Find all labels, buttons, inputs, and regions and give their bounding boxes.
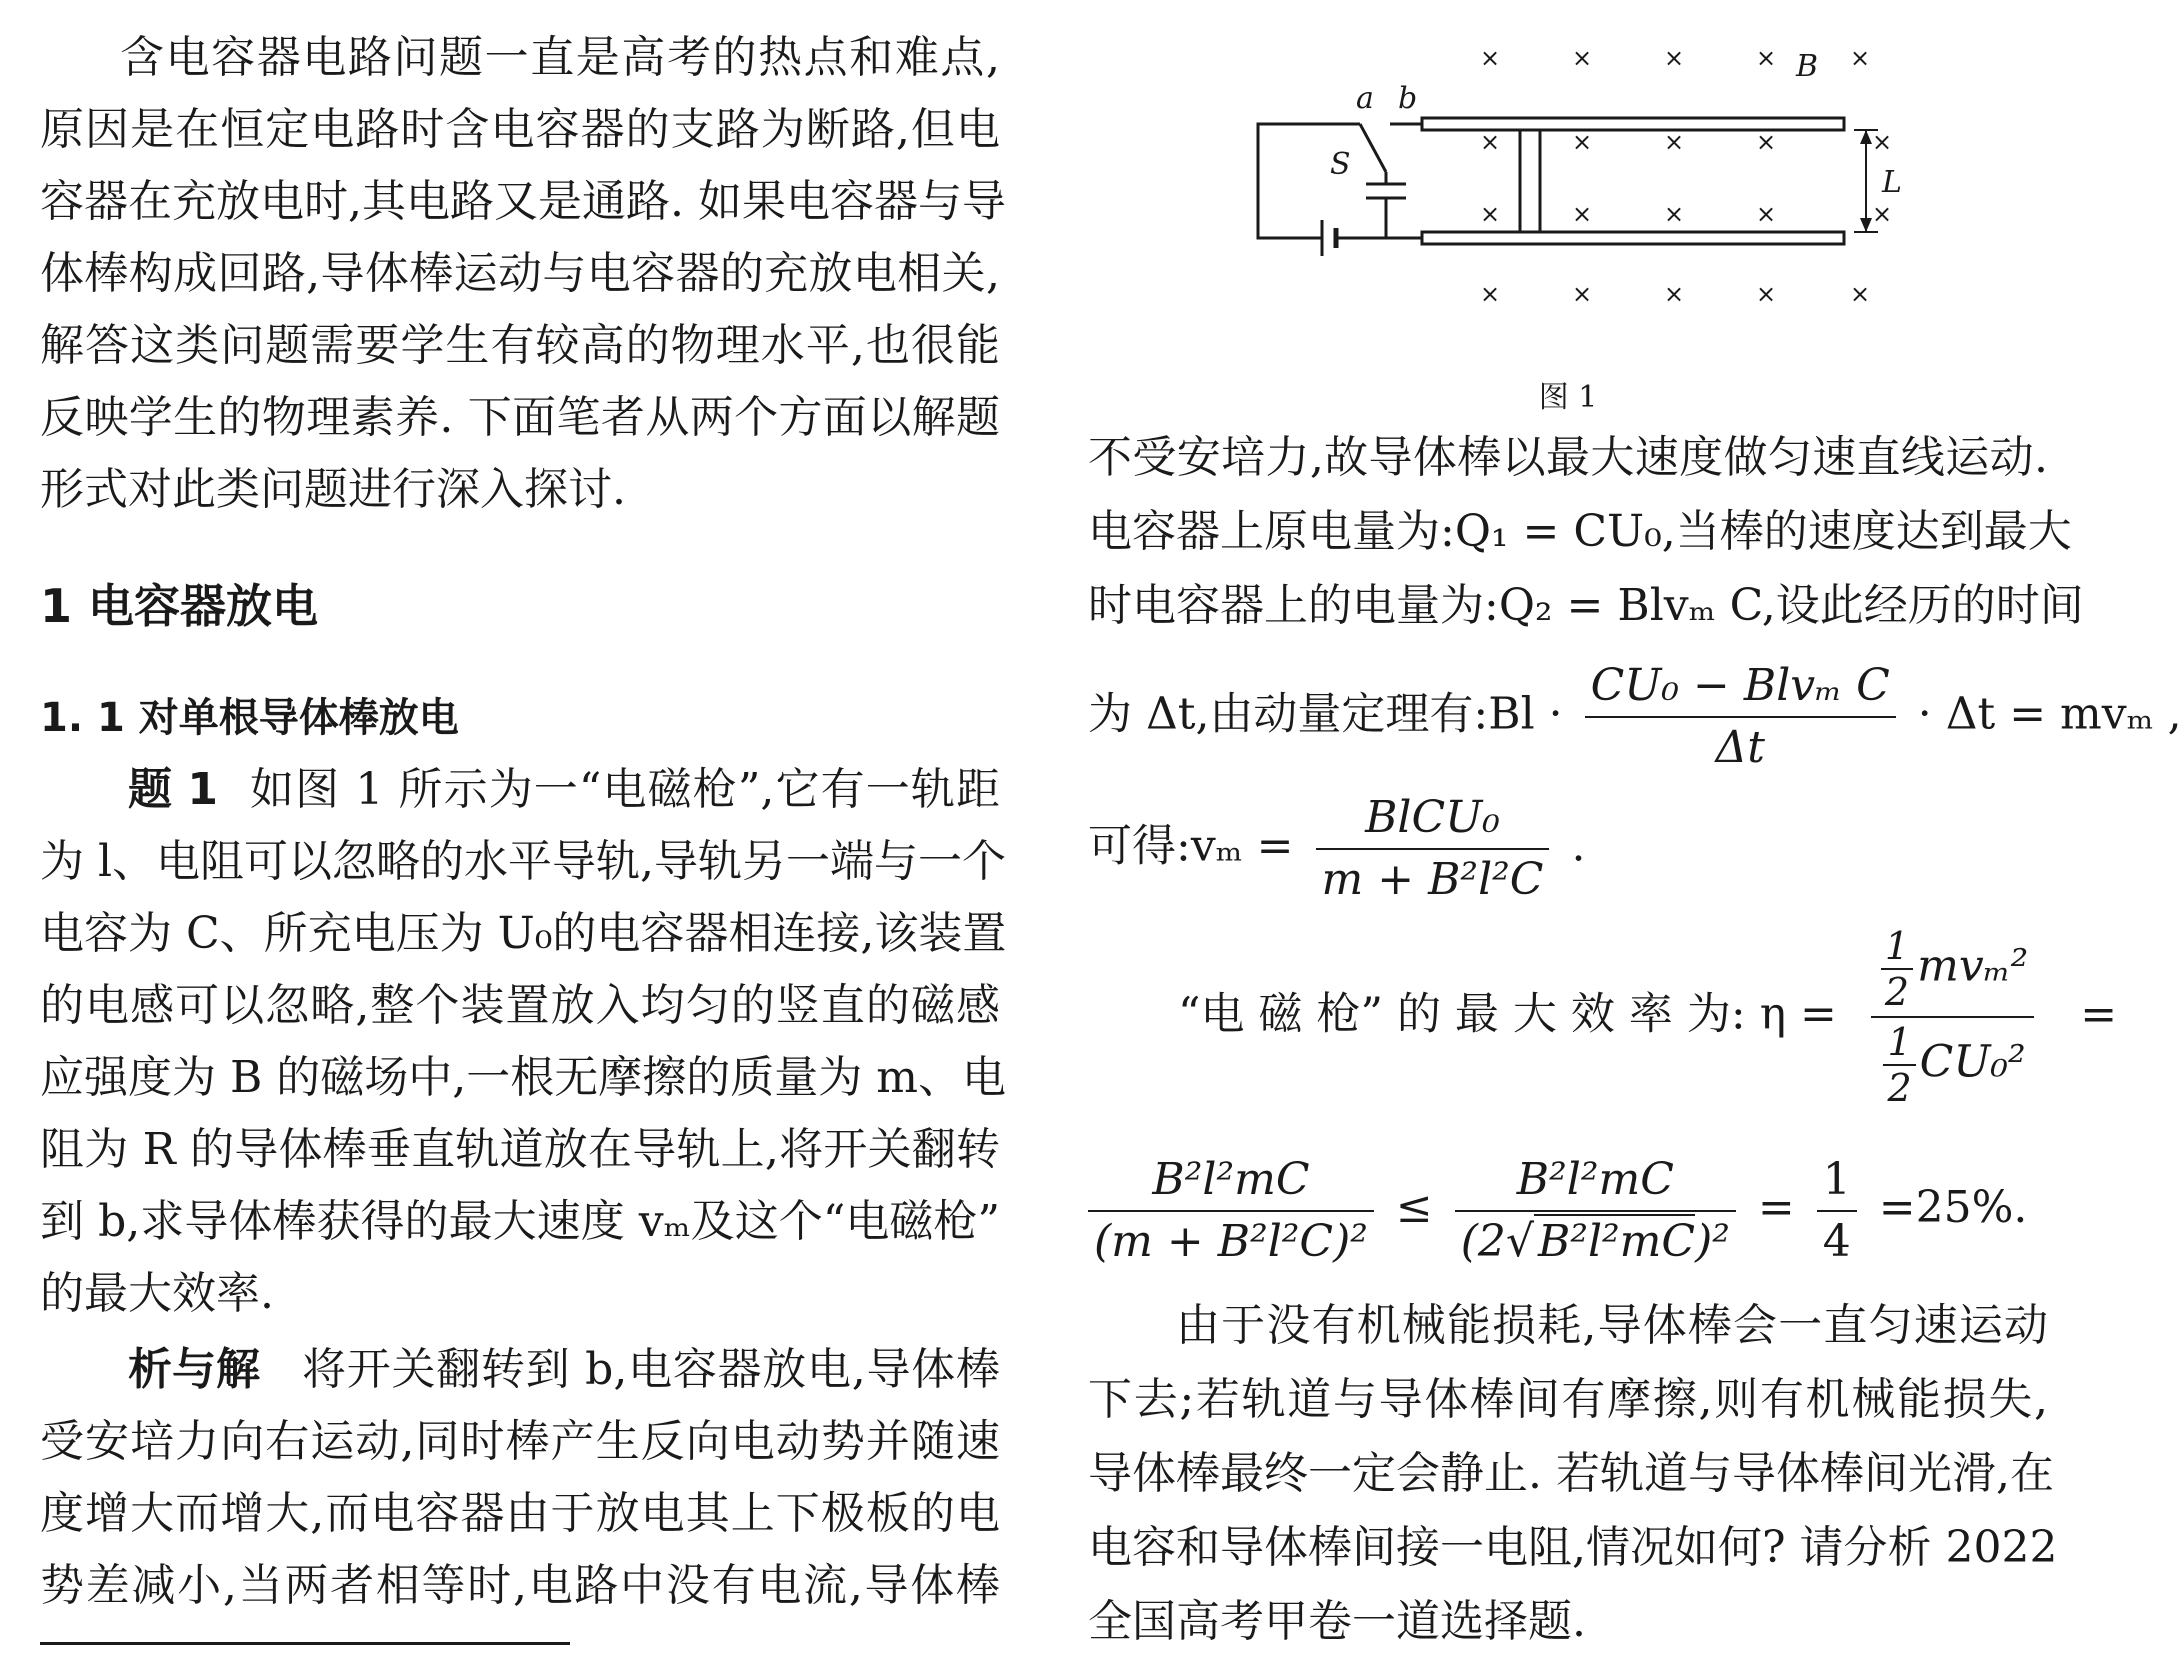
conductor-bar (1520, 130, 1540, 232)
question-number: 题 1 (128, 764, 218, 815)
label-a: a (1356, 81, 1374, 116)
eq-text: “电 磁 枪” 的 最 大 效 率 为: η = (1178, 988, 1837, 1040)
field-cross: × (1479, 200, 1501, 228)
question-line: 电容为 C、所充电压为 U₀的电容器相连接,该装置 (40, 908, 1007, 959)
fraction-numerator: B²l²mC (1455, 1154, 1736, 1212)
label-B: B (1796, 49, 1819, 84)
field-cross: × (1571, 128, 1593, 156)
fraction-denominator: m + B²l²C (1321, 854, 1544, 905)
switch-lever (1360, 124, 1386, 172)
question-line: 的最大效率. (40, 1268, 274, 1319)
fraction-numerator: 1 (1817, 1154, 1857, 1212)
fraction-numerator: BlCU₀ (1316, 792, 1550, 850)
circuit-figure (1250, 40, 1930, 320)
question-line: 为 l、电阻可以忽略的水平导轨,导轨另一端与一个 (40, 836, 1007, 887)
intro-line: 容器在充放电时,其电路又是通路. 如果电容器与导 (40, 176, 1006, 227)
question-line: 到 b,求导体棒获得的最大速度 vₘ及这个“电磁枪” (40, 1196, 1000, 1247)
body-line: 电容和导体棒间接一电阻,情况如何? 请分析 2022 (1088, 1522, 2058, 1573)
intro-line: 形式对此类问题进行深入探讨. (40, 464, 626, 515)
question-line: 阻为 R 的导体棒垂直轨道放在导轨上,将开关翻转 (40, 1124, 1000, 1175)
body-line: 电容器上原电量为:Q₁ = CU₀,当棒的速度达到最大 (1088, 506, 2072, 557)
eq-text: · Δt = mvₘ , (1917, 688, 2182, 740)
fraction-numerator: CU₀ − Blvₘ C (1585, 660, 1896, 718)
intro-line: 原因是在恒定电路时含电容器的支路为断路,但电 (40, 104, 1000, 155)
field-cross: × (1755, 280, 1777, 308)
energy-term: CU₀² (1919, 1036, 2026, 1088)
eq-text: = (1757, 1182, 1795, 1233)
intro-line: 解答这类问题需要学生有较高的物理水平,也很能 (40, 320, 1001, 371)
solution-line: 度增大而增大,而电容器由于放电其上下极板的电 (40, 1488, 1000, 1539)
field-cross: × (1755, 200, 1777, 228)
field-cross: × (1663, 200, 1685, 228)
fraction-denominator: (2√B²l²mC)² (1460, 1215, 1730, 1267)
intro-line: 体棒构成回路,导体棒运动与电容器的充放电相关, (40, 248, 1000, 299)
question-line: 如图 1 所示为一“电磁枪”,它有一轨距 (250, 764, 1000, 815)
efficiency-equation (1178, 926, 2117, 1108)
half-num: 1 (1881, 926, 1913, 970)
fraction-numerator (1871, 926, 2034, 1018)
field-cross: × (1479, 44, 1501, 72)
momentum-equation (1088, 660, 2182, 774)
body-line: 下去;若轨道与导体棒间有摩擦,则有机械能损失, (1088, 1374, 2048, 1425)
field-cross: × (1571, 200, 1593, 228)
arrow-down-icon (1860, 218, 1872, 232)
field-cross: × (1755, 44, 1777, 72)
label-L: L (1882, 165, 1902, 200)
velocity-equation (1088, 792, 1585, 906)
fraction-denominator (1871, 1018, 2034, 1108)
label-b: b (1398, 81, 1418, 116)
footnote-rule (40, 1642, 570, 1645)
solution-line: 受安培力向右运动,同时棒产生反向电动势并随速 (40, 1416, 1000, 1467)
field-cross: × (1571, 280, 1593, 308)
field-cross: × (1755, 128, 1777, 156)
field-cross: × (1479, 280, 1501, 308)
bottom-rail (1422, 232, 1844, 244)
eq-text: 可得:vₘ = (1088, 820, 1294, 872)
half-num: 1 (1883, 1022, 1915, 1066)
intro-line: 含电容器电路问题一直是高考的热点和难点, (120, 32, 1000, 83)
kinetic-term: mvₘ² (1917, 940, 2029, 992)
body-line: 不受安培力,故导体棒以最大速度做匀速直线运动. (1088, 432, 2048, 483)
half-den: 2 (1887, 1066, 1912, 1110)
fraction (1088, 1154, 1374, 1268)
half-fraction (1883, 1022, 1915, 1108)
intro-line: 反映学生的物理素养. 下面笔者从两个方面以解题 (40, 392, 1000, 443)
paren-open: (2 (1460, 1215, 1506, 1267)
question-line: 应强度为 B 的磁场中,一根无摩擦的质量为 m、电 (40, 1052, 1007, 1103)
eq-text: . (1571, 820, 1586, 872)
field-cross: × (1663, 44, 1685, 72)
subsection-heading: 1. 1 对单根导体棒放电 (40, 695, 459, 741)
eq-text: = (2080, 988, 2118, 1040)
label-s: S (1330, 147, 1351, 182)
eq-text: =25%. (1878, 1182, 2028, 1233)
fraction-denominator: Δt (1715, 722, 1765, 773)
fraction-numerator: B²l²mC (1088, 1154, 1374, 1212)
body-line: 由于没有机械能损耗,导体棒会一直匀速运动 (1176, 1300, 2048, 1351)
field-cross: × (1663, 128, 1685, 156)
field-cross: × (1479, 128, 1501, 156)
fraction-denominator: 4 (1822, 1215, 1851, 1267)
solution-line: 将开关翻转到 b,电容器放电,导体棒 (302, 1344, 1000, 1395)
fraction (1585, 660, 1896, 774)
fraction-denominator: (m + B²l²C)² (1094, 1215, 1368, 1267)
solution-line: 势差减小,当两者相等时,电路中没有电流,导体棒 (40, 1560, 1000, 1611)
solution-label: 析与解 (128, 1344, 260, 1395)
eq-text: ≤ (1395, 1182, 1433, 1233)
question-label (128, 760, 218, 820)
paren-close: )² (1695, 1215, 1730, 1267)
half-fraction (1881, 926, 1913, 1012)
field-cross: × (1849, 44, 1871, 72)
half-den: 2 (1884, 970, 1910, 1014)
sqrt-term: B²l²mC (1534, 1214, 1695, 1267)
body-line: 导体棒最终一定会静止. 若轨道与导体棒间光滑,在 (1088, 1448, 2054, 1499)
question-line: 的电感可以忽略,整个装置放入均匀的竖直的磁感 (40, 980, 1000, 1031)
solution-label-wrap (128, 1340, 260, 1400)
inequality-equation (1088, 1148, 2027, 1268)
fraction (1316, 792, 1550, 906)
body-line: 全国高考甲卷一道选择题. (1088, 1596, 1586, 1647)
field-cross: × (1663, 280, 1685, 308)
fraction (1455, 1154, 1736, 1268)
arrow-up-icon (1860, 130, 1872, 144)
fraction (1871, 926, 2034, 1108)
figure-caption: 图 1 (1538, 380, 1598, 415)
eq-text: 为 Δt,由动量定理有:Bl · (1088, 688, 1563, 740)
field-cross: × (1849, 280, 1871, 308)
field-cross: × (1871, 200, 1893, 228)
body-line: 时电容器上的电量为:Q₂ = Blvₘ C,设此经历的时间 (1088, 580, 2084, 631)
fraction (1817, 1154, 1857, 1268)
field-cross: × (1871, 128, 1893, 156)
field-cross: × (1571, 44, 1593, 72)
section-heading: 1 电容器放电 (40, 579, 319, 633)
